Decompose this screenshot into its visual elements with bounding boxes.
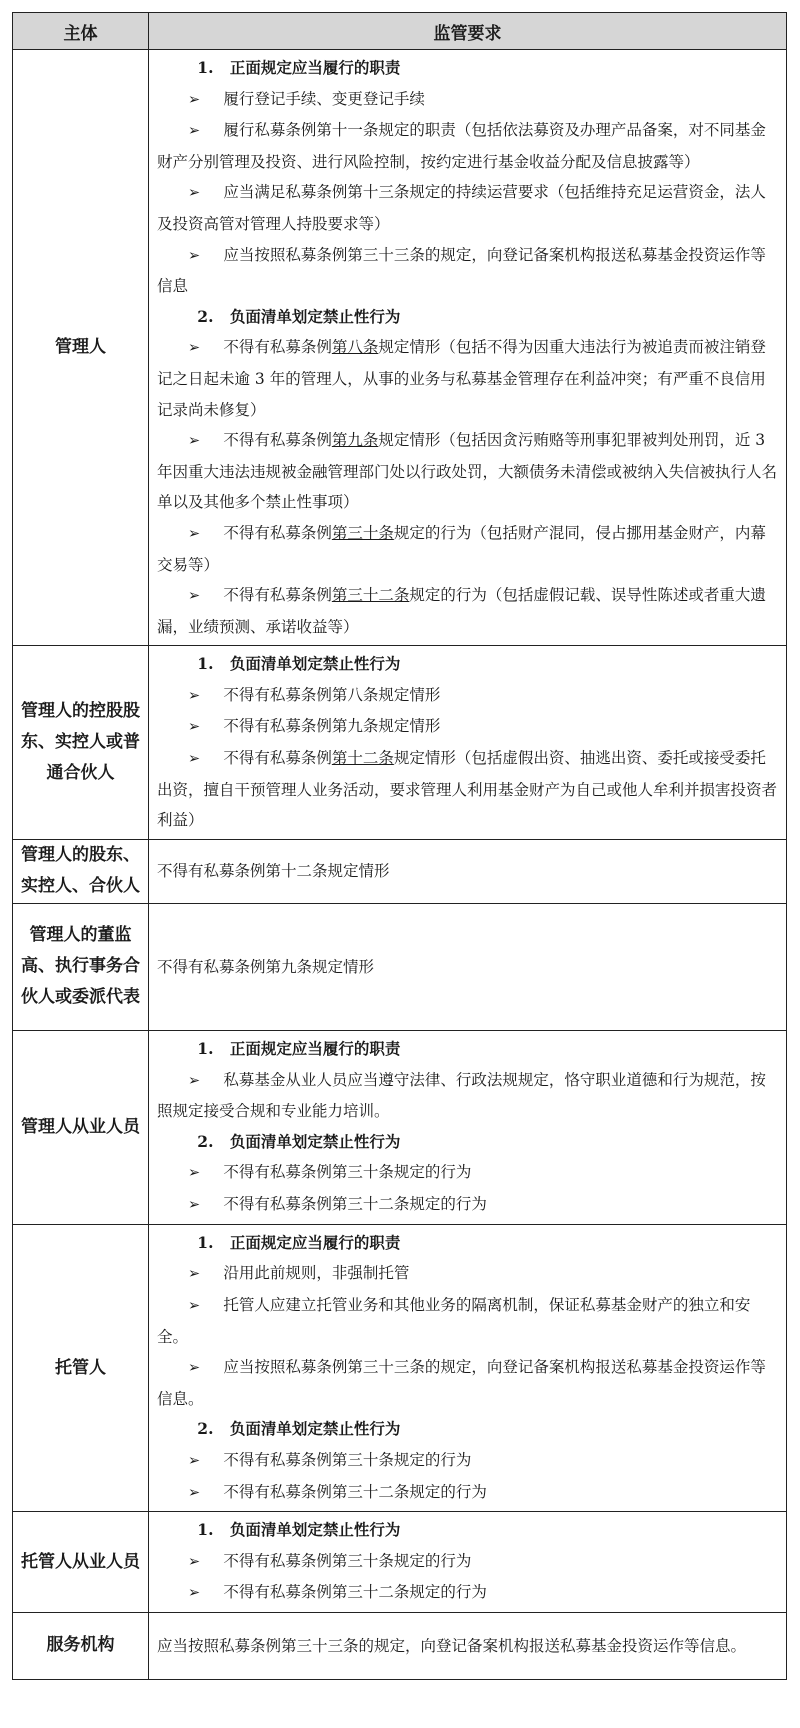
arrow-bullet-icon: ➢ [188, 686, 201, 704]
requirement-item: ➢ 应当按照私募条例第三十三条的规定，向登记备案机构报送私募基金投资运作等信息。 [157, 1352, 780, 1414]
requirement-item: ➢ 不得有私募条例第三十二条规定的行为（包括虚假记载、误导性陈述或者重大遗漏，业绩预测、承诺收益等） [157, 580, 780, 642]
table-row [13, 50, 787, 646]
requirement-item: ➢ 不得有私募条例第三十条规定的行为 [157, 1157, 780, 1189]
arrow-bullet-icon: ➢ [188, 1452, 201, 1469]
table-row [13, 1612, 787, 1679]
requirements-cell [149, 839, 787, 903]
requirements-cell [149, 1224, 787, 1511]
requirement-item: ➢ 不得有私募条例第三十二条规定的行为 [157, 1577, 780, 1609]
requirements-cell [149, 1612, 787, 1679]
requirements-cell [149, 903, 787, 1030]
requirement-item: ➢ 不得有私募条例第八条规定情形（包括不得为因重大违法行为被追责而被注销登记之日起未逾 3 年的管理人，从事的业务与私募基金管理存在利益冲突；有严重不良信用记录尚未修复） [157, 332, 780, 425]
arrow-bullet-icon: ➢ [188, 432, 201, 450]
table-row [13, 1224, 787, 1511]
arrow-bullet-icon: ➢ [188, 524, 201, 542]
section-heading: 1. 负面清单划定禁止性行为 [197, 1520, 401, 1540]
requirement-item: ➢ 不得有私募条例第三十条规定的行为（包括财产混同，侵占挪用基金财产，内幕交易等） [157, 518, 780, 580]
header-requirements: 监管要求 [149, 13, 787, 50]
section-heading: 2. 负面清单划定禁止性行为 [197, 1419, 401, 1439]
table-row [13, 839, 787, 903]
requirement-item: ➢ 不得有私募条例第三十条规定的行为 [157, 1445, 780, 1477]
table-row [13, 1512, 787, 1613]
arrow-bullet-icon: ➢ [188, 1164, 201, 1182]
arrow-bullet-icon: ➢ [188, 1483, 201, 1501]
arrow-bullet-icon: ➢ [188, 750, 201, 768]
requirement-text: 不得有私募条例第十二条规定情形 [157, 862, 390, 881]
requirement-item: ➢ 不得有私募条例第三十二条规定的行为 [157, 1477, 780, 1509]
header-subject: 主体 [13, 13, 149, 50]
requirement-item: ➢ 不得有私募条例第十二条规定情形（包括虚假出资、抽逃出资、委托或接受委托出资，擅自干预管理人业务活动，要求管理人利用基金财产为自己或他人牟利并损害投资者利益） [157, 743, 780, 836]
arrow-bullet-icon: ➢ [188, 184, 201, 202]
arrow-bullet-icon: ➢ [188, 339, 201, 357]
arrow-bullet-icon: ➢ [188, 1297, 201, 1315]
table-header-row [13, 13, 787, 50]
requirement-text: 不得有私募条例第九条规定情形 [157, 957, 375, 976]
requirement-text: 应当按照私募条例第三十三条的规定，向登记备案机构报送私募基金投资运作等信息。 [157, 1636, 747, 1655]
table-row [13, 1030, 787, 1224]
requirement-item: ➢ 私募基金从业人员应当遵守法律、行政法规规定，恪守职业道德和行为规范，按照规定接受合规和专业能力培训。 [157, 1065, 780, 1127]
requirement-item: ➢ 不得有私募条例第九条规定情形（包括因贪污贿赂等刑事犯罪被判处刑罚，近 3 年因重大违法违规被金融管理部门处以行政处罚，大额债务未清偿或被纳入失信被执行人名单以及其他多个禁止性事项） [157, 425, 780, 518]
requirements-cell [149, 1512, 787, 1613]
subject-cell: 管理人从业人员 [13, 1030, 149, 1224]
arrow-bullet-icon: ➢ [188, 1265, 201, 1283]
subject-cell: 管理人的董监高、执行事务合伙人或委派代表 [13, 903, 149, 1030]
requirement-item: ➢ 履行登记手续、变更登记手续 [157, 84, 780, 116]
regulation-table [12, 12, 787, 1680]
subject-cell: 管理人的股东、实控人、合伙人 [13, 839, 149, 903]
arrow-bullet-icon: ➢ [188, 587, 201, 605]
requirement-item: ➢ 应当满足私募条例第十三条规定的持续运营要求（包括维持充足运营资金，法人及投资高管对管理人持股要求等） [157, 177, 780, 239]
requirement-item: ➢ 应当按照私募条例第三十三条的规定，向登记备案机构报送私募基金投资运作等信息 [157, 240, 780, 302]
requirement-item: ➢ 托管人应建立托管业务和其他业务的隔离机制，保证私募基金财产的独立和安全。 [157, 1290, 780, 1352]
subject-cell: 管理人 [13, 50, 149, 646]
requirements-cell [149, 646, 787, 840]
requirement-item: ➢ 不得有私募条例第八条规定情形 [157, 680, 780, 712]
arrow-bullet-icon: ➢ [188, 1584, 201, 1602]
section-heading: 1. 正面规定应当履行的职责 [197, 1039, 401, 1059]
requirement-item: ➢ 不得有私募条例第三十二条规定的行为 [157, 1189, 780, 1221]
arrow-bullet-icon: ➢ [188, 1196, 201, 1214]
section-heading: 2. 负面清单划定禁止性行为 [197, 1131, 401, 1151]
requirement-item: ➢ 不得有私募条例第三十条规定的行为 [157, 1546, 780, 1578]
arrow-bullet-icon: ➢ [188, 122, 201, 140]
subject-cell: 管理人的控股股东、实控人或普通合伙人 [13, 646, 149, 840]
arrow-bullet-icon: ➢ [188, 1552, 201, 1570]
table-row [13, 903, 787, 1030]
arrow-bullet-icon: ➢ [188, 246, 201, 264]
section-heading: 2. 负面清单划定禁止性行为 [197, 306, 401, 326]
arrow-bullet-icon: ➢ [188, 1359, 201, 1377]
requirements-cell [149, 50, 787, 646]
subject-cell: 托管人 [13, 1224, 149, 1511]
table-row [13, 646, 787, 840]
requirement-item: ➢ 沿用此前规则，非强制托管 [157, 1258, 780, 1290]
arrow-bullet-icon: ➢ [188, 1071, 201, 1089]
section-heading: 1. 负面清单划定禁止性行为 [197, 654, 401, 674]
subject-cell: 托管人从业人员 [13, 1512, 149, 1613]
requirements-cell [149, 1030, 787, 1224]
section-heading: 1. 正面规定应当履行的职责 [197, 58, 401, 77]
section-heading: 1. 正面规定应当履行的职责 [197, 1232, 401, 1252]
requirement-item: ➢ 不得有私募条例第九条规定情形 [157, 711, 780, 743]
arrow-bullet-icon: ➢ [188, 718, 201, 736]
subject-cell: 服务机构 [13, 1612, 149, 1679]
arrow-bullet-icon: ➢ [188, 90, 201, 108]
requirement-item: ➢ 履行私募条例第十一条规定的职责（包括依法募资及办理产品备案，对不同基金财产分别管理及投资、进行风险控制，按约定进行基金收益分配及信息披露等） [157, 115, 780, 177]
